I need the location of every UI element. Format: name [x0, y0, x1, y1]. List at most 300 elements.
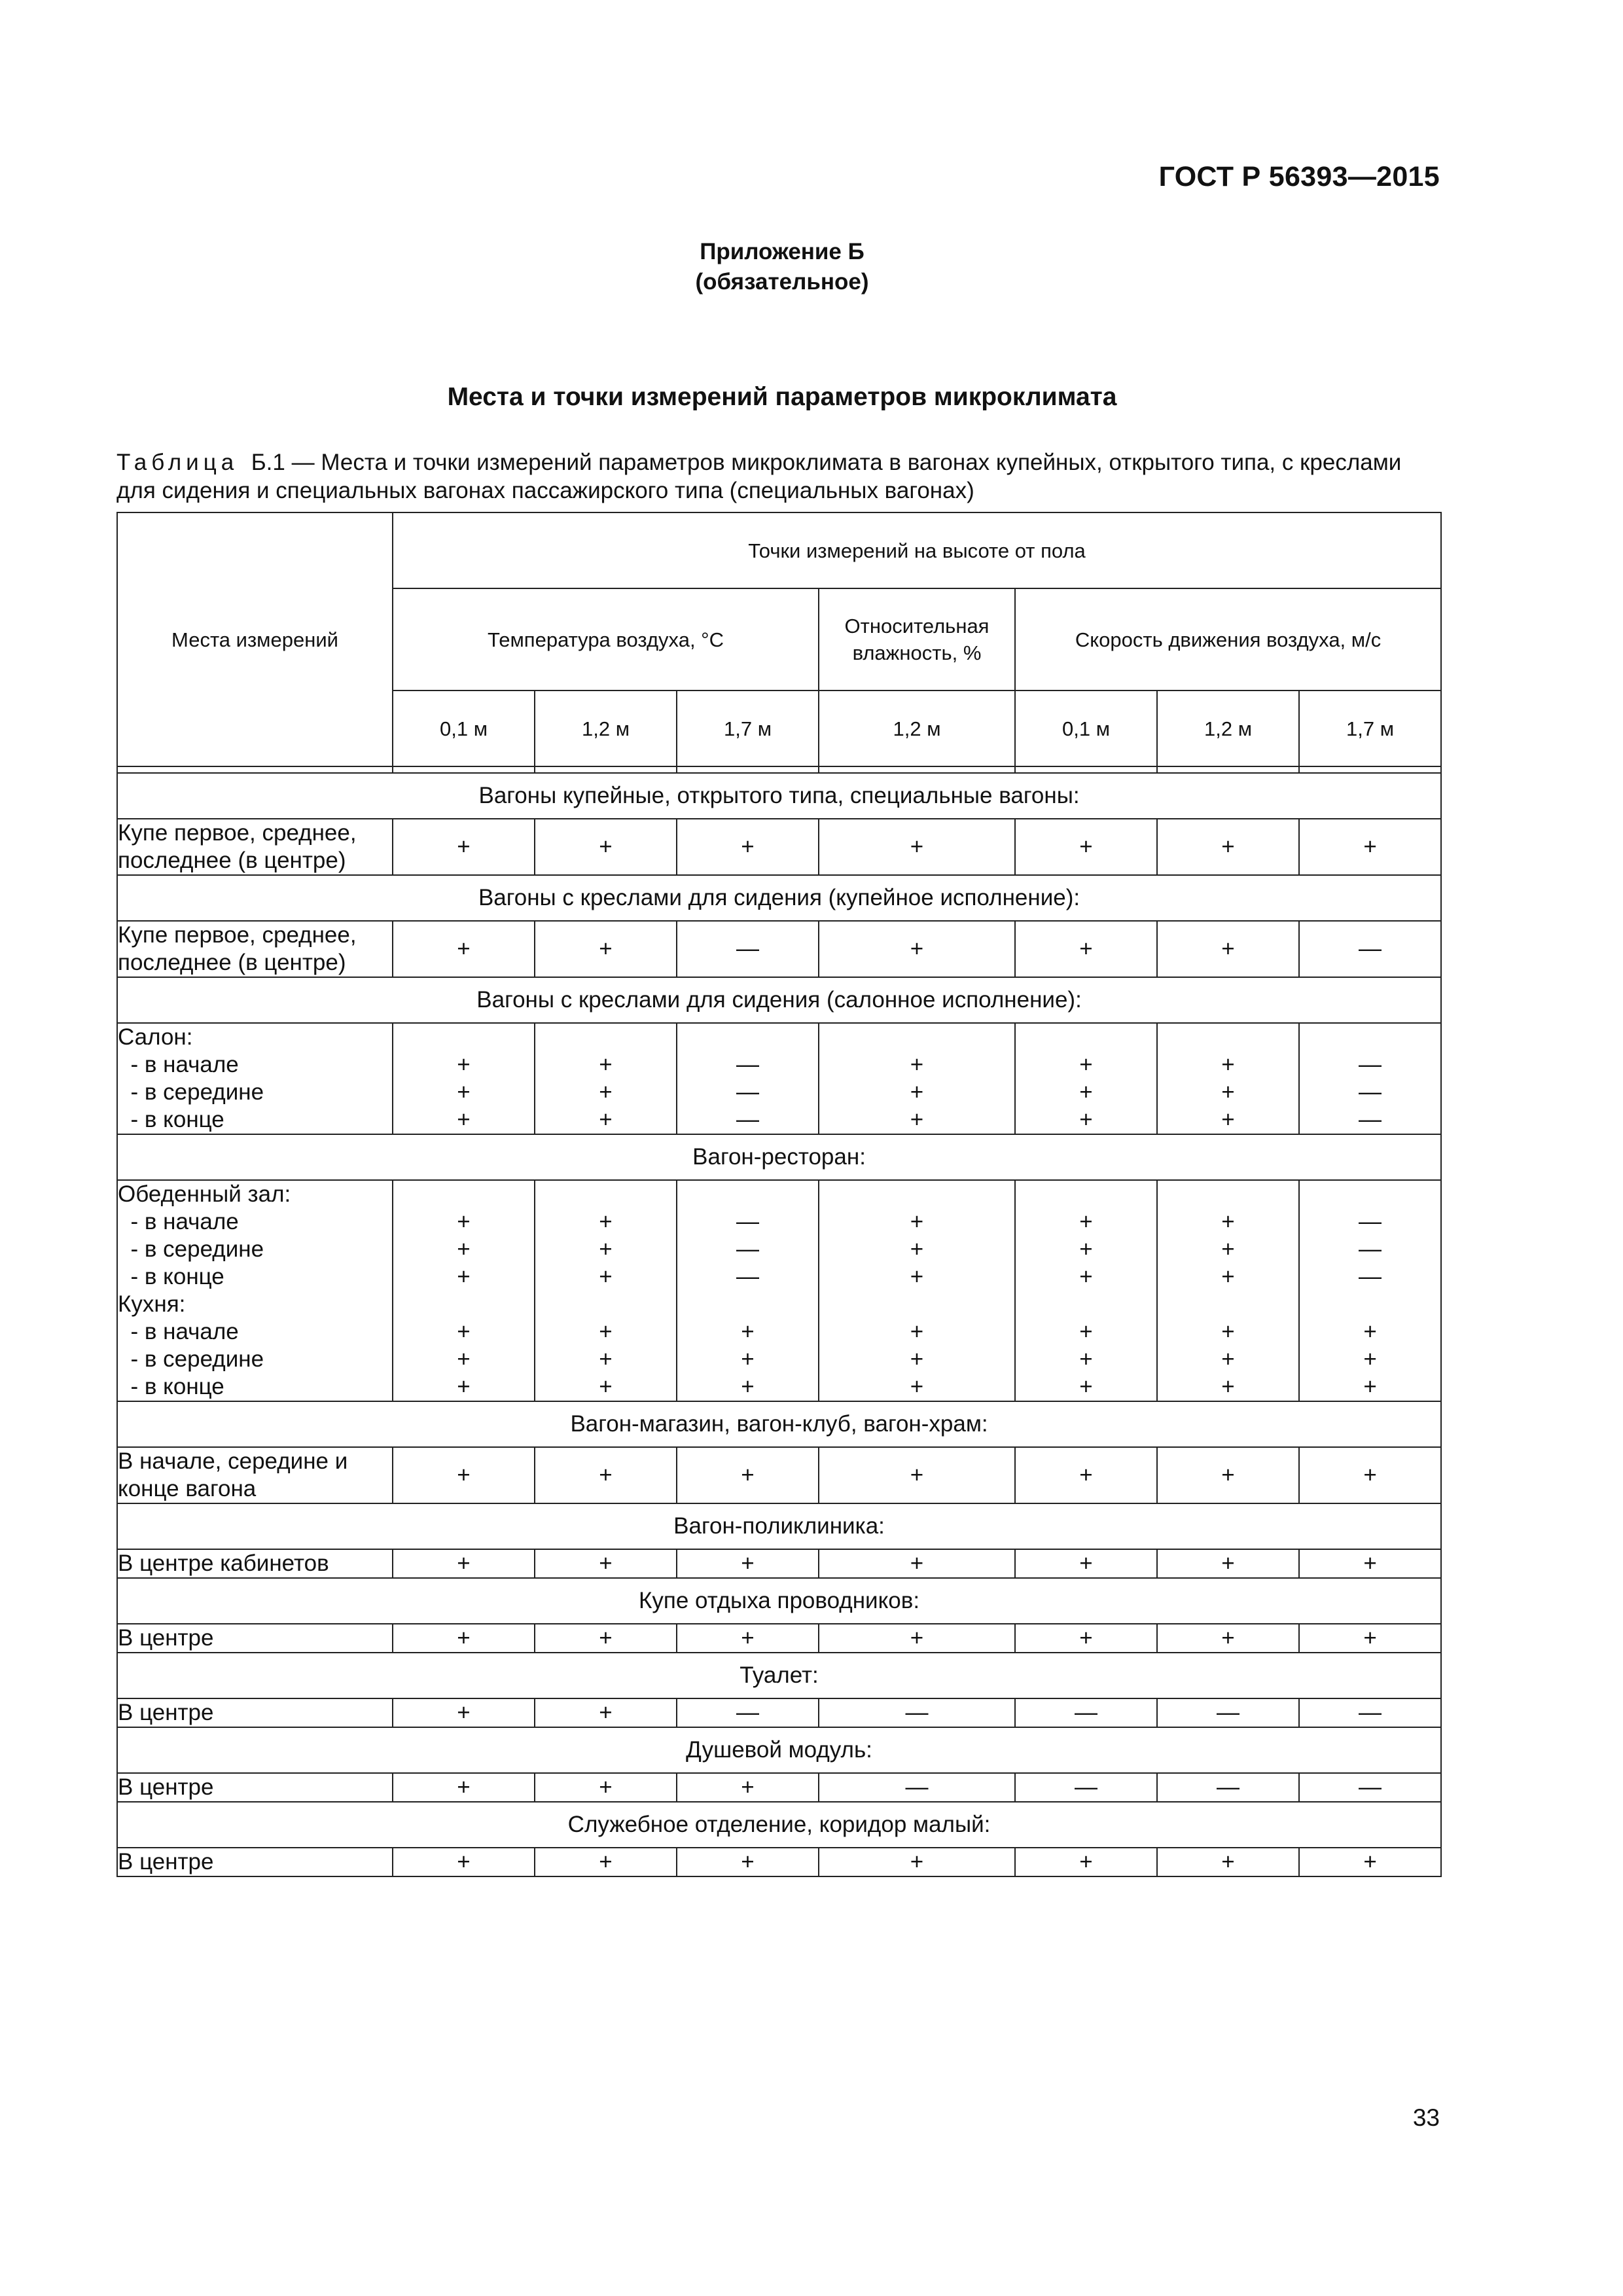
table-row: [117, 1698, 1441, 1727]
microclimate-table: [116, 512, 1442, 1877]
value-mark: —: [1075, 1774, 1097, 1800]
appendix-title: Приложение Б: [700, 239, 865, 264]
value-mark: [1016, 1291, 1156, 1318]
value-mark: +: [599, 1236, 613, 1262]
value-mark: +: [599, 1551, 613, 1576]
value-cell: [535, 819, 677, 875]
value-cell: [393, 1180, 535, 1401]
section-title: Места и точки измерений параметров микроклимата: [447, 383, 1117, 411]
col-header-places: Места измерений: [117, 512, 393, 766]
value-mark: [677, 1181, 818, 1208]
place-line: В центре: [118, 1774, 214, 1800]
value-mark: [1300, 1181, 1440, 1208]
value-mark: +: [741, 1374, 755, 1399]
value-mark: +: [910, 834, 924, 859]
value-mark: +: [599, 1052, 613, 1077]
value-cell: [819, 1773, 1015, 1802]
value-mark: —: [736, 1236, 759, 1262]
value-mark: +: [457, 1264, 471, 1289]
value-mark: +: [599, 1462, 613, 1488]
value-mark: —: [1359, 1236, 1382, 1262]
value-cell: [1157, 1023, 1299, 1134]
value-cell: [393, 1624, 535, 1653]
header-separator: [393, 766, 535, 773]
value-mark: +: [1079, 1209, 1093, 1234]
value-mark: [1016, 1181, 1156, 1208]
place-cell: [117, 1180, 393, 1401]
value-mark: +: [1079, 1079, 1093, 1105]
header-separator: [1015, 766, 1157, 773]
value-cell: [1157, 819, 1299, 875]
value-mark: +: [457, 1236, 471, 1262]
value-mark: —: [1359, 1052, 1382, 1077]
header-separator: [819, 766, 1015, 773]
value-mark: [535, 1024, 676, 1051]
value-mark: [1300, 1291, 1440, 1318]
value-cell: [1015, 1624, 1157, 1653]
value-cell: [1299, 1698, 1441, 1727]
value-mark: +: [1363, 1374, 1377, 1399]
value-mark: —: [1217, 1774, 1240, 1800]
value-mark: +: [1221, 1319, 1235, 1344]
value-mark: —: [1359, 1774, 1382, 1800]
value-mark: —: [1359, 1264, 1382, 1289]
value-cell: [677, 1773, 819, 1802]
height-header: 0,1 м: [1015, 691, 1157, 766]
section-title-cell: Вагоны с креслами для сидения (салонное исполнение):: [117, 977, 1441, 1023]
value-mark: +: [457, 1209, 471, 1234]
section-row: [117, 1578, 1441, 1624]
value-mark: +: [599, 1319, 613, 1344]
place-line: В центре: [118, 1849, 214, 1874]
appendix-type: (обязательное): [695, 269, 869, 295]
value-mark: +: [1079, 1346, 1093, 1372]
place-line: В центре кабинетов: [118, 1551, 329, 1576]
value-mark: +: [457, 936, 471, 961]
value-cell: [1015, 1773, 1157, 1802]
value-mark: +: [910, 1319, 924, 1344]
value-mark: +: [599, 1209, 613, 1234]
height-header: 0,1 м: [393, 691, 535, 766]
value-cell: [1015, 921, 1157, 977]
value-mark: —: [905, 1700, 929, 1725]
value-mark: +: [599, 1849, 613, 1874]
value-mark: [535, 1181, 676, 1208]
section-title-cell: Служебное отделение, коридор малый:: [117, 1802, 1441, 1848]
value-mark: +: [1221, 1374, 1235, 1399]
value-cell: [1157, 1698, 1299, 1727]
table-row: [117, 1624, 1441, 1653]
value-cell: [819, 1848, 1015, 1876]
value-cell: [393, 1023, 535, 1134]
height-header: 1,2 м: [819, 691, 1015, 766]
value-cell: [535, 1624, 677, 1653]
place-cell: [117, 921, 393, 977]
table-row: [117, 1549, 1441, 1578]
value-mark: +: [1221, 1551, 1235, 1576]
place-line: конце вагона: [118, 1476, 257, 1501]
table-row: [117, 1023, 1441, 1134]
value-mark: +: [741, 1462, 755, 1488]
place-cell: [117, 1023, 393, 1134]
value-mark: —: [1359, 936, 1382, 961]
value-cell: [819, 921, 1015, 977]
value-cell: [1299, 1023, 1441, 1134]
place-line: - в конце: [118, 1374, 224, 1399]
value-mark: [1300, 1024, 1440, 1051]
value-mark: +: [1079, 1264, 1093, 1289]
place-line: Кухня:: [118, 1291, 186, 1317]
value-cell: [1299, 819, 1441, 875]
value-cell: [1015, 1180, 1157, 1401]
value-mark: +: [910, 1462, 924, 1488]
value-mark: +: [1079, 1551, 1093, 1576]
section-title-cell: Купе отдыха проводников:: [117, 1578, 1441, 1624]
value-mark: [819, 1291, 1014, 1318]
header-separator: [1299, 766, 1441, 773]
value-mark: +: [457, 1107, 471, 1132]
value-mark: +: [457, 1700, 471, 1725]
place-line: - в начале: [118, 1209, 239, 1234]
value-mark: +: [1079, 1052, 1093, 1077]
col-header-points: Точки измерений на высоте от пола: [393, 512, 1441, 588]
table-caption: [116, 448, 1438, 505]
place-cell: [117, 1624, 393, 1653]
place-line: Обеденный зал:: [118, 1181, 291, 1207]
place-cell: [117, 1848, 393, 1876]
value-cell: [535, 1848, 677, 1876]
value-mark: [535, 1291, 676, 1318]
place-cell: [117, 1447, 393, 1503]
header-separator: [677, 766, 819, 773]
value-mark: [1016, 1024, 1156, 1051]
value-cell: [1299, 1180, 1441, 1401]
value-mark: +: [741, 1774, 755, 1800]
value-mark: +: [1079, 1462, 1093, 1488]
value-mark: —: [1359, 1700, 1382, 1725]
height-header: 1,2 м: [1157, 691, 1299, 766]
section-row: [117, 977, 1441, 1023]
value-mark: —: [736, 1052, 759, 1077]
value-cell: [393, 921, 535, 977]
value-cell: [393, 1447, 535, 1503]
value-cell: [677, 1447, 819, 1503]
value-cell: [819, 1180, 1015, 1401]
value-cell: [677, 1624, 819, 1653]
table-row: [117, 1447, 1441, 1503]
table-caption-number: Б.1: [251, 450, 285, 475]
place-line: - в начале: [118, 1319, 239, 1344]
value-mark: +: [910, 1374, 924, 1399]
value-cell: [535, 921, 677, 977]
value-cell: [1157, 1180, 1299, 1401]
section-row: [117, 1802, 1441, 1848]
value-cell: [819, 1698, 1015, 1727]
place-line: - в середине: [118, 1236, 264, 1262]
header-separator: [1157, 766, 1299, 773]
place-line: - в начале: [118, 1052, 239, 1077]
section-row: [117, 1727, 1441, 1773]
value-mark: +: [599, 1700, 613, 1725]
page-number: 33: [1412, 2104, 1440, 2131]
value-cell: [1015, 819, 1157, 875]
table-caption-text: — Места и точки измерений параметров микроклимата в вагонах купейных, открытого типа, с креслами для сидения и специальных вагонах пассажирского типа (специальных вагонах): [116, 450, 1402, 503]
place-line: - в середине: [118, 1346, 264, 1372]
value-mark: +: [457, 1374, 471, 1399]
place-cell: [117, 1698, 393, 1727]
value-mark: +: [910, 936, 924, 961]
value-cell: [393, 819, 535, 875]
value-mark: [819, 1181, 1014, 1208]
value-mark: +: [1363, 1849, 1377, 1874]
value-mark: +: [457, 1774, 471, 1800]
value-cell: [1299, 1549, 1441, 1578]
value-mark: +: [1221, 1625, 1235, 1651]
table-header: [117, 512, 1441, 773]
value-mark: +: [1363, 1551, 1377, 1576]
value-mark: [677, 1024, 818, 1051]
value-mark: —: [736, 1700, 759, 1725]
value-mark: +: [1221, 1079, 1235, 1105]
value-cell: [677, 819, 819, 875]
value-mark: +: [741, 1346, 755, 1372]
value-cell: [535, 1180, 677, 1401]
value-mark: +: [457, 1849, 471, 1874]
value-mark: [393, 1024, 534, 1051]
value-cell: [393, 1848, 535, 1876]
place-line: - в конце: [118, 1264, 224, 1289]
value-cell: [1015, 1698, 1157, 1727]
value-mark: [1158, 1181, 1298, 1208]
value-mark: +: [1221, 834, 1235, 859]
section-title-cell: Душевой модуль:: [117, 1727, 1441, 1773]
value-cell: [677, 1180, 819, 1401]
height-header: 1,2 м: [535, 691, 677, 766]
place-cell: [117, 1549, 393, 1578]
section-title-cell: Вагон-ресторан:: [117, 1134, 1441, 1180]
value-mark: +: [457, 834, 471, 859]
section-row: [117, 875, 1441, 921]
appendix-heading: [0, 237, 1564, 297]
place-line: Купе первое, среднее,: [118, 922, 357, 948]
value-cell: [677, 1698, 819, 1727]
place-line: Купе первое, среднее,: [118, 820, 357, 846]
value-mark: +: [910, 1107, 924, 1132]
value-cell: [1299, 1773, 1441, 1802]
value-mark: +: [741, 1319, 755, 1344]
value-mark: +: [1363, 1319, 1377, 1344]
table-row: [117, 1180, 1441, 1401]
value-cell: [677, 1549, 819, 1578]
value-cell: [535, 1549, 677, 1578]
value-mark: +: [910, 1052, 924, 1077]
value-mark: +: [1221, 1107, 1235, 1132]
table-row: [117, 921, 1441, 977]
section-row: [117, 1503, 1441, 1549]
value-mark: +: [741, 1625, 755, 1651]
value-mark: +: [599, 936, 613, 961]
value-mark: —: [1075, 1700, 1097, 1725]
value-mark: [677, 1291, 818, 1318]
value-mark: —: [1359, 1209, 1382, 1234]
section-title-cell: Вагон-магазин, вагон-клуб, вагон-храм:: [117, 1401, 1441, 1447]
value-mark: +: [599, 834, 613, 859]
value-mark: +: [1363, 1462, 1377, 1488]
section-title-cell: Вагоны с креслами для сидения (купейное исполнение):: [117, 875, 1441, 921]
value-mark: +: [1221, 1462, 1235, 1488]
value-mark: +: [1079, 834, 1093, 859]
value-mark: +: [457, 1052, 471, 1077]
value-mark: +: [1221, 1849, 1235, 1874]
table-row: [117, 1848, 1441, 1876]
value-cell: [1157, 1447, 1299, 1503]
value-mark: +: [457, 1625, 471, 1651]
table-caption-label: Таблица: [116, 450, 239, 475]
value-mark: —: [736, 1264, 759, 1289]
value-mark: +: [599, 1079, 613, 1105]
value-cell: [1299, 1624, 1441, 1653]
value-mark: —: [736, 1107, 759, 1132]
value-mark: +: [1221, 1052, 1235, 1077]
place-line: - в середине: [118, 1079, 264, 1105]
place-line: последнее (в центре): [118, 950, 346, 975]
value-mark: +: [599, 1346, 613, 1372]
value-mark: +: [910, 1264, 924, 1289]
col-header-humidity: Относительная влажность, %: [819, 588, 1015, 691]
value-mark: +: [741, 1849, 755, 1874]
section-title-cell: Вагон-поликлиника:: [117, 1503, 1441, 1549]
col-header-air-speed: Скорость движения воздуха, м/с: [1015, 588, 1441, 691]
value-mark: +: [457, 1346, 471, 1372]
value-cell: [819, 1447, 1015, 1503]
value-mark: +: [910, 1209, 924, 1234]
value-cell: [1299, 1447, 1441, 1503]
height-header: 1,7 м: [677, 691, 819, 766]
value-mark: +: [741, 834, 755, 859]
value-mark: +: [910, 1849, 924, 1874]
value-cell: [1157, 1549, 1299, 1578]
section-row: [117, 773, 1441, 819]
value-mark: +: [1079, 1319, 1093, 1344]
place-line: последнее (в центре): [118, 848, 346, 873]
col-header-temperature: Температура воздуха, °С: [393, 588, 819, 691]
value-mark: +: [1079, 1849, 1093, 1874]
value-cell: [1015, 1023, 1157, 1134]
header-separator: [535, 766, 677, 773]
value-mark: +: [1363, 1346, 1377, 1372]
value-mark: +: [1079, 1236, 1093, 1262]
value-mark: +: [1221, 1236, 1235, 1262]
place-line: В начале, середине и: [118, 1448, 348, 1474]
value-mark: +: [1079, 936, 1093, 961]
document-code: ГОСТ Р 56393—2015: [1158, 161, 1440, 192]
value-mark: +: [1221, 1209, 1235, 1234]
value-mark: +: [910, 1079, 924, 1105]
value-mark: +: [1221, 1346, 1235, 1372]
table-row: [117, 819, 1441, 875]
value-mark: [1158, 1024, 1298, 1051]
section-row: [117, 1653, 1441, 1698]
value-mark: [393, 1291, 534, 1318]
value-mark: —: [1359, 1107, 1382, 1132]
value-cell: [677, 1023, 819, 1134]
place-cell: [117, 819, 393, 875]
table-row: [117, 1773, 1441, 1802]
section-title-cell: Туалет:: [117, 1653, 1441, 1698]
value-cell: [1015, 1848, 1157, 1876]
value-cell: [677, 1848, 819, 1876]
value-cell: [393, 1549, 535, 1578]
value-mark: +: [599, 1107, 613, 1132]
value-mark: +: [1079, 1625, 1093, 1651]
table-body: [117, 773, 1441, 1876]
value-cell: [819, 1624, 1015, 1653]
place-cell: [117, 1773, 393, 1802]
height-header: 1,7 м: [1299, 691, 1441, 766]
value-cell: [1299, 921, 1441, 977]
place-line: Салон:: [118, 1024, 193, 1050]
value-mark: +: [457, 1462, 471, 1488]
value-cell: [819, 1023, 1015, 1134]
value-mark: +: [910, 1346, 924, 1372]
value-mark: +: [910, 1625, 924, 1651]
value-mark: +: [1221, 936, 1235, 961]
value-cell: [819, 1549, 1015, 1578]
value-mark: [393, 1181, 534, 1208]
value-cell: [1157, 1848, 1299, 1876]
value-mark: —: [1359, 1079, 1382, 1105]
value-mark: [1158, 1291, 1298, 1318]
value-mark: —: [736, 1079, 759, 1105]
value-mark: +: [1363, 1625, 1377, 1651]
header-separator: [117, 766, 393, 773]
value-mark: +: [599, 1774, 613, 1800]
value-cell: [1015, 1447, 1157, 1503]
value-cell: [1157, 1773, 1299, 1802]
value-mark: +: [910, 1551, 924, 1576]
value-mark: —: [905, 1774, 929, 1800]
value-cell: [393, 1773, 535, 1802]
value-mark: —: [736, 936, 759, 961]
value-mark: +: [741, 1551, 755, 1576]
value-cell: [1157, 921, 1299, 977]
value-mark: +: [599, 1625, 613, 1651]
place-line: В центре: [118, 1700, 214, 1725]
value-mark: +: [599, 1264, 613, 1289]
place-line: - в конце: [118, 1107, 224, 1132]
value-mark: [819, 1024, 1014, 1051]
value-mark: +: [457, 1551, 471, 1576]
section-row: [117, 1134, 1441, 1180]
value-mark: +: [1079, 1374, 1093, 1399]
value-cell: [1157, 1624, 1299, 1653]
value-mark: —: [736, 1209, 759, 1234]
value-mark: —: [1217, 1700, 1240, 1725]
value-cell: [393, 1698, 535, 1727]
value-cell: [535, 1773, 677, 1802]
value-cell: [535, 1447, 677, 1503]
value-mark: +: [910, 1236, 924, 1262]
value-mark: +: [457, 1079, 471, 1105]
section-row: [117, 1401, 1441, 1447]
value-cell: [535, 1023, 677, 1134]
value-cell: [819, 819, 1015, 875]
section-title-cell: Вагоны купейные, открытого типа, специальные вагоны:: [117, 773, 1441, 819]
value-mark: +: [1221, 1264, 1235, 1289]
value-mark: +: [1363, 834, 1377, 859]
value-cell: [677, 921, 819, 977]
value-mark: +: [457, 1319, 471, 1344]
